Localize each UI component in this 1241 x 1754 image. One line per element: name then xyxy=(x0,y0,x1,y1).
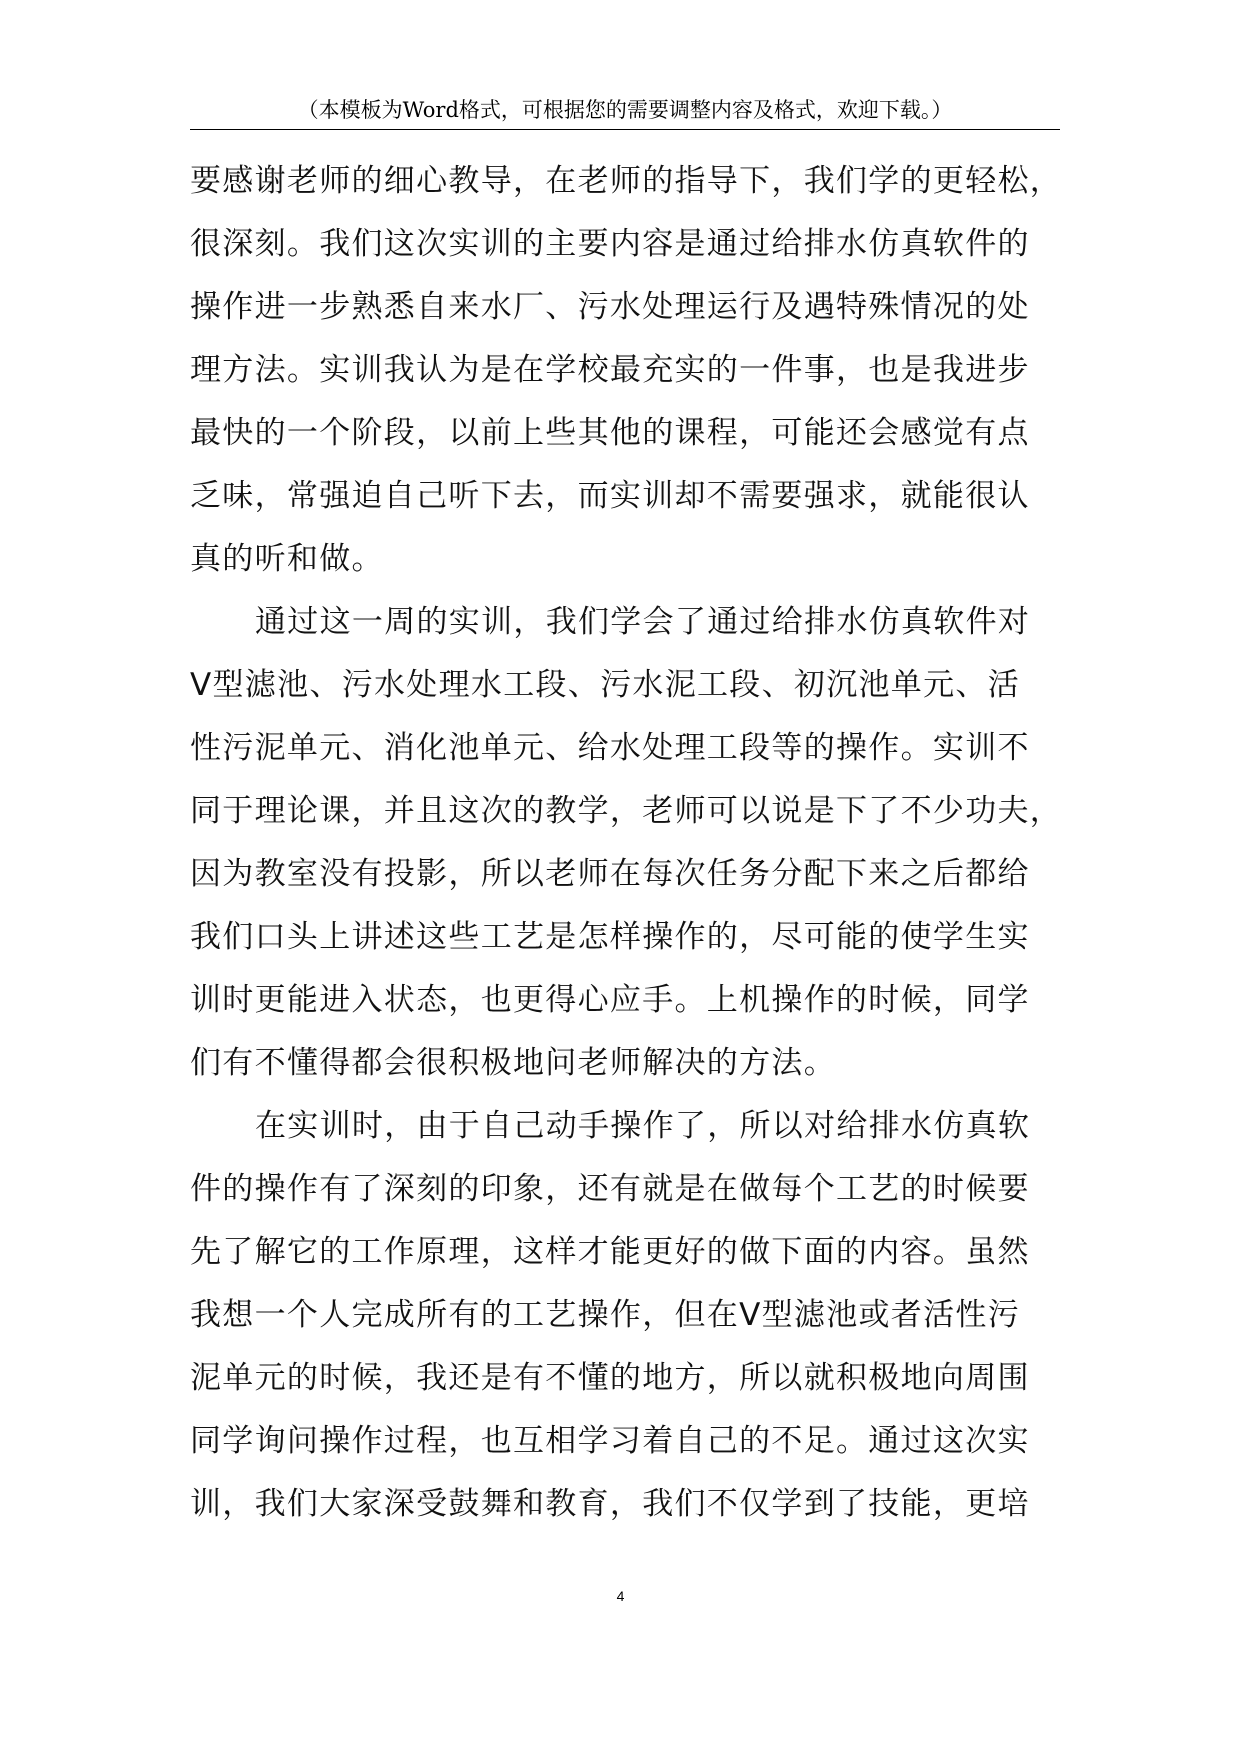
text-line: V型滤池、污水处理水工段、污水泥工段、初沉池单元、活 xyxy=(190,667,1021,703)
paragraph-start-line: 在实训时，由于自己动手操作了，所以对给排水仿真软 xyxy=(255,1108,1031,1144)
page-number: 4 xyxy=(616,1588,625,1604)
text-line: 同于理论课，并且这次的教学，老师可以说是下了不少功夫， xyxy=(190,793,1063,829)
header-divider xyxy=(190,129,1060,130)
text-line: 我想一个人完成所有的工艺操作，但在V型滤池或者活性污 xyxy=(190,1297,1021,1333)
text-line: 性污泥单元、消化池单元、给水处理工段等的操作。实训不 xyxy=(190,730,1030,766)
text-line: 最快的一个阶段，以前上些其他的课程，可能还会感觉有点 xyxy=(190,415,1030,451)
text-line: 件的操作有了深刻的印象，还有就是在做每个工艺的时候要 xyxy=(190,1171,1030,1207)
paragraph-start-line: 通过这一周的实训，我们学会了通过给排水仿真软件对 xyxy=(255,604,1031,640)
body-text xyxy=(190,150,1070,1536)
text-line: 因为教室没有投影，所以老师在每次任务分配下来之后都给 xyxy=(190,856,1030,892)
text-line: 很深刻。我们这次实训的主要内容是通过给排水仿真软件的 xyxy=(190,226,1030,262)
text-line: 操作进一步熟悉自来水厂、污水处理运行及遇特殊情况的处 xyxy=(190,289,1030,325)
text-line: 真的听和做。 xyxy=(190,541,384,577)
template-note-header: （本模板为Word格式，可根据您的需要调整内容及格式，欢迎下载。） xyxy=(297,98,953,122)
text-line: 理方法。实训我认为是在学校最充实的一件事，也是我进步 xyxy=(190,352,1030,388)
text-line: 们有不懂得都会很积极地问老师解决的方法。 xyxy=(190,1045,836,1081)
text-line: 训，我们大家深受鼓舞和教育，我们不仅学到了技能，更培 xyxy=(190,1486,1030,1522)
text-line: 我们口头上讲述这些工艺是怎样操作的，尽可能的使学生实 xyxy=(190,919,1030,955)
text-line: 要感谢老师的细心教导，在老师的指导下，我们学的更轻松， xyxy=(190,163,1063,199)
text-line: 乏味，常强迫自己听下去，而实训却不需要强求，就能很认 xyxy=(190,478,1030,514)
text-line: 同学询问操作过程，也互相学习着自己的不足。通过这次实 xyxy=(190,1423,1030,1459)
text-line: 先了解它的工作原理，这样才能更好的做下面的内容。虽然 xyxy=(190,1234,1030,1270)
text-line: 训时更能进入状态，也更得心应手。上机操作的时候，同学 xyxy=(190,982,1030,1018)
text-line: 泥单元的时候，我还是有不懂的地方，所以就积极地向周围 xyxy=(190,1360,1030,1396)
